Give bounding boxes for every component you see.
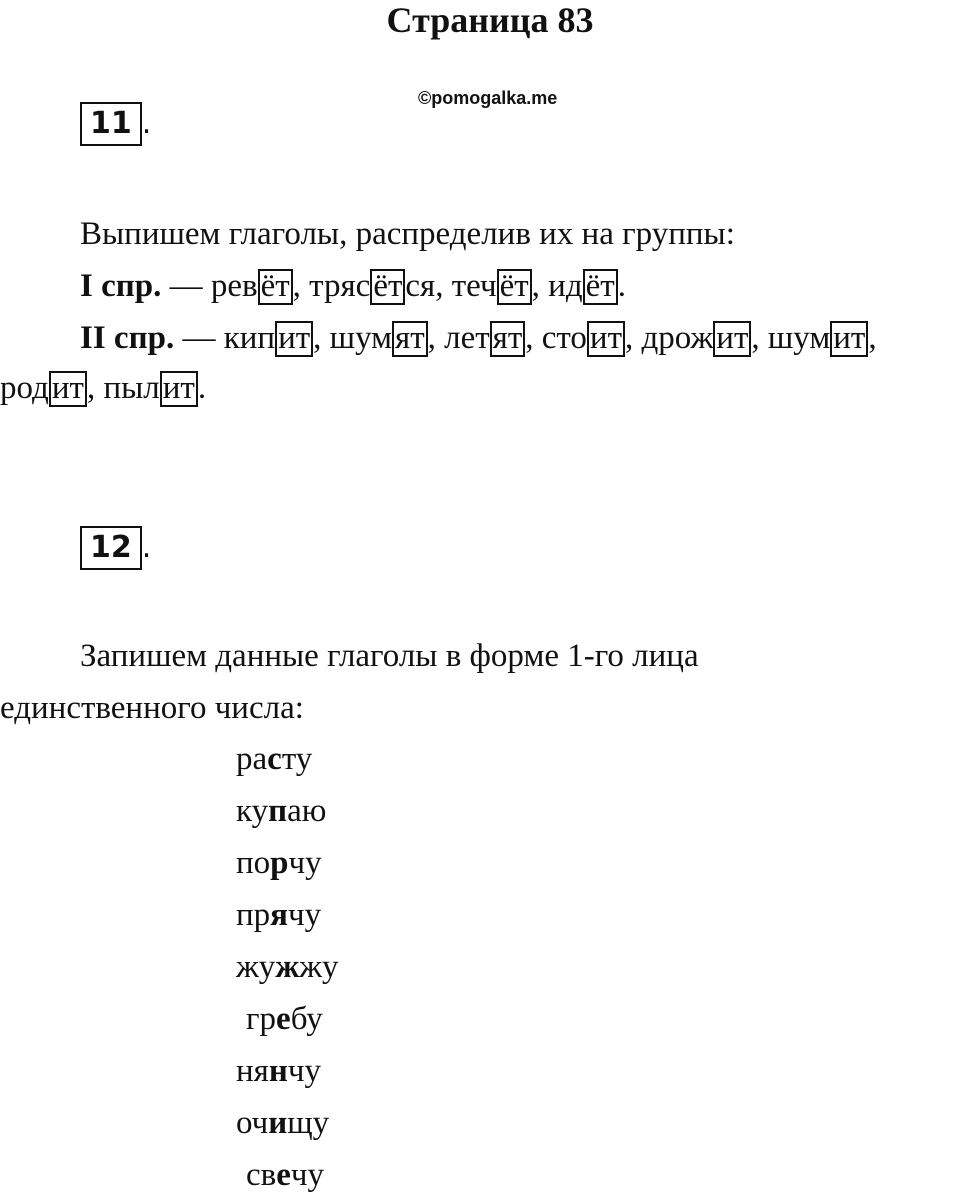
verb-form [236, 993, 339, 1045]
verb-ending-box: ят [490, 321, 526, 357]
task-11-text [0, 208, 960, 414]
verb-form [236, 733, 339, 785]
verb-stem: лет [444, 320, 490, 356]
verb-stem: шум [329, 320, 393, 356]
task-11-number [80, 102, 151, 146]
verb-word [103, 370, 197, 406]
verb-part: гр [246, 1001, 277, 1037]
verb-ending-box: ёт [583, 269, 618, 305]
verb-word [452, 268, 532, 304]
verb-word [211, 268, 293, 304]
verb-part: ня [236, 1053, 269, 1089]
page-title: Страница 83 [386, 0, 594, 40]
separator: , [751, 320, 768, 356]
verb-part: чу [287, 1053, 321, 1089]
verb-word [309, 268, 435, 304]
separator: , [525, 320, 542, 356]
separator: , [625, 320, 642, 356]
verb-word [330, 320, 428, 356]
task-12-number [80, 526, 151, 570]
separator: , [531, 268, 549, 304]
verb-form [236, 837, 339, 889]
verb-part: оч [236, 1105, 269, 1141]
task-number-box: 12 [80, 526, 142, 570]
separator: , [292, 268, 310, 304]
separator: . [197, 370, 207, 406]
verb-stem: ид [548, 268, 583, 304]
separator: , [435, 268, 452, 304]
verb-form [236, 889, 339, 941]
group-1-line [0, 260, 960, 312]
verb-ending-box: ит [49, 371, 87, 407]
verb-word [0, 370, 87, 406]
task-number-box: 11 [80, 102, 142, 146]
group-2-line [0, 312, 960, 364]
verb-ending-box: ёт [258, 269, 293, 305]
highlighted-letter: е [276, 1001, 291, 1037]
verb-stem: рев [210, 268, 258, 304]
verb-stem: дрож [641, 320, 714, 356]
task-number-dot: . [141, 530, 152, 565]
group-1-dash: — [161, 268, 211, 304]
verb-ending-box: ит [275, 321, 313, 357]
verb-part: чу [288, 845, 322, 881]
verb-suffix: ся [405, 268, 436, 304]
task-12-text [0, 630, 960, 734]
verb-part: по [236, 845, 271, 881]
verb-stem: теч [451, 268, 497, 304]
verb-part: щу [287, 1105, 330, 1141]
task-12-intro-line-2: единственного числа: [0, 690, 304, 726]
verb-form [236, 785, 339, 837]
watermark: ©pomogalka.me [418, 88, 558, 108]
verb-ending-box: ят [392, 321, 428, 357]
verb-word [548, 268, 618, 304]
task-11-intro: Выпишем глаголы, распределив их на группы: [80, 216, 735, 252]
verb-stem: шум [767, 320, 831, 356]
verb-stem: род [0, 370, 49, 406]
verb-form [236, 1097, 339, 1149]
verb-part: ту [281, 741, 313, 777]
verb-list [236, 733, 339, 1201]
verb-ending-box: ит [713, 321, 751, 357]
verb-ending-box: ит [160, 371, 198, 407]
task-12-intro-line-1: Запишем данные глаголы в форме 1-го лица [80, 638, 699, 674]
separator: , [868, 320, 877, 356]
highlighted-letter: н [268, 1053, 288, 1089]
verb-part: пр [236, 897, 271, 933]
separator: , [427, 320, 445, 356]
separator: , [313, 320, 330, 356]
verb-ending-box: ит [830, 321, 868, 357]
separator: , [86, 370, 104, 406]
highlighted-letter: ж [275, 949, 300, 985]
verb-part: ку [236, 793, 269, 829]
verb-form [236, 1045, 339, 1097]
verb-form [236, 941, 339, 993]
verb-part: аю [287, 793, 327, 829]
verb-part: ра [236, 741, 268, 777]
verb-part: бу [290, 1001, 323, 1037]
verb-part: св [246, 1157, 277, 1193]
group-2-label: II спр. [80, 320, 175, 356]
verb-word [642, 320, 752, 356]
verb-part: жу [299, 949, 339, 985]
highlighted-letter: е [276, 1157, 291, 1193]
verb-stem: пыл [103, 370, 160, 406]
verb-ending-box: ёт [370, 269, 405, 305]
verb-stem: тряс [309, 268, 371, 304]
verb-stem: сто [541, 320, 587, 356]
highlighted-letter: с [267, 741, 282, 777]
verb-word [444, 320, 525, 356]
verb-part: чу [288, 897, 322, 933]
highlighted-letter: п [268, 793, 288, 829]
highlighted-letter: и [268, 1105, 288, 1141]
highlighted-letter: я [270, 897, 289, 933]
verb-stem: кип [223, 320, 276, 356]
group-1-label: I спр. [80, 268, 162, 304]
verb-ending-box: ит [587, 321, 625, 357]
verb-part: чу [290, 1157, 324, 1193]
verb-part: жу [236, 949, 276, 985]
group-2-dash: — [174, 320, 224, 356]
verb-ending-box: ёт [497, 269, 532, 305]
verb-word [224, 320, 313, 356]
highlighted-letter: р [270, 845, 289, 881]
separator: . [617, 268, 626, 304]
task-number-dot: . [141, 106, 152, 141]
group-2-line-continued [0, 362, 960, 414]
verb-word [542, 320, 625, 356]
verb-form [236, 1149, 339, 1201]
verb-word [768, 320, 868, 356]
